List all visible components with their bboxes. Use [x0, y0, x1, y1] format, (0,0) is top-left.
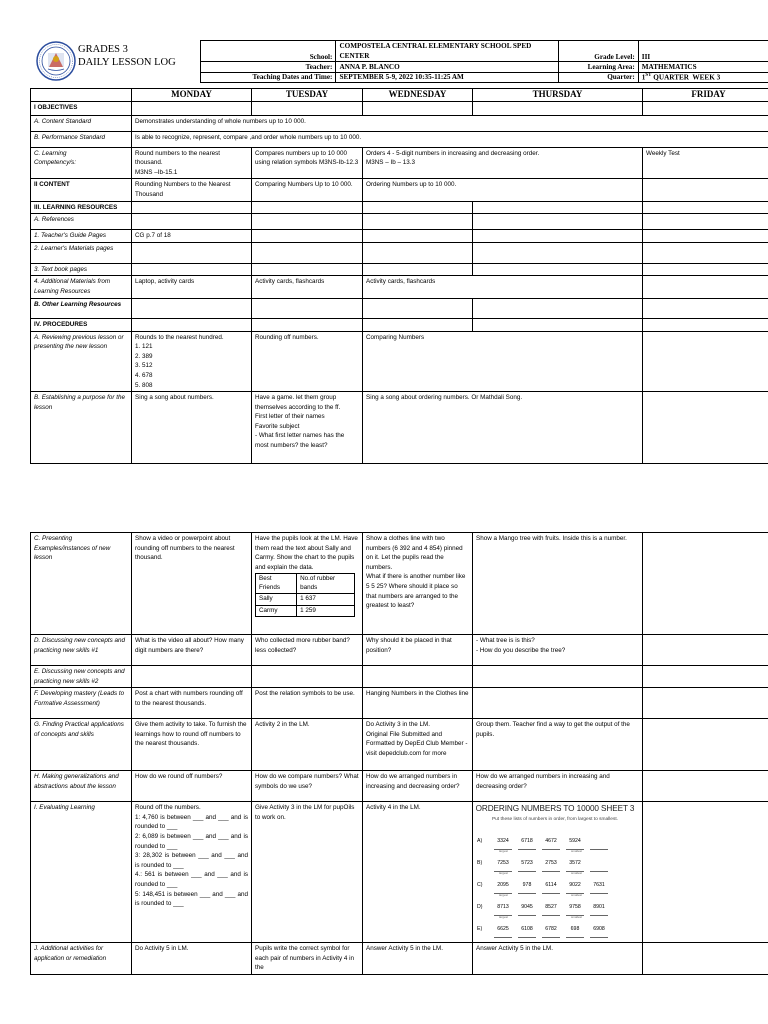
- references-label: A. References: [31, 214, 132, 230]
- worksheet-largest-tag: largest: [499, 871, 509, 876]
- proc-i-row: [31, 802, 768, 943]
- proc-a-monday: Rounds to the nearest hundred. 1. 121 2. 389 3. 512 4. 678 5. 808: [132, 331, 252, 392]
- proc-j-tuesday: Pupils write the correct symbol for each pair of numbers in Activity 4 in the: [252, 943, 363, 975]
- worksheet-largest-tag: largest: [499, 849, 509, 854]
- competency-wed-thu: Orders 4 - 5-digit numbers in increasing and decreasing order. M3NS – Ib – 13.3: [363, 147, 643, 179]
- worksheet-row-letter: C): [477, 881, 483, 888]
- textbook-pages-row: [31, 263, 768, 276]
- lesson-log-title: GRADES 3 DAILY LESSON LOG: [78, 44, 176, 68]
- rubber-band-name: Carmy: [256, 605, 297, 617]
- worksheet-number: 9758: [563, 903, 587, 913]
- lm-pages-row: [31, 242, 768, 263]
- worksheet-row: [475, 854, 635, 876]
- quarter-value: 1ST QUARTER WEEK 3: [638, 72, 768, 83]
- tg-pages-row: [31, 230, 768, 243]
- worksheet-row-letter: E): [477, 925, 483, 932]
- worksheet-row: [475, 876, 635, 898]
- proc-d-row: [31, 635, 768, 666]
- proc-c-wednesday: Show a clothes line with two numbers (6 392 and 4 854) pinned on it. Let the pupils read the numbers. What if there is another number like 5 5 25? Where should it place so that numbers are arranged to the greatest to least?: [363, 533, 473, 635]
- worksheet-number: 8901: [587, 903, 611, 913]
- proc-i-monday: Round off the numbers. 1: 4,760 is between ___ and ___ and is rounded to ___ 2: 6,089 is between ___ and ___ and is rounded to ___ 3: 28,302 is between ___ and ___ and is rounded to ___ 4.: 561 is between ___ and ___ and is rounded to ___ 5: 148,451 is between ___ and ___ and is rounded to ___: [132, 802, 252, 943]
- learning-area-label: Learning Area:: [558, 62, 638, 73]
- worksheet-number: 6625: [491, 925, 515, 935]
- header-info-table: [200, 40, 768, 83]
- proc-h-wednesday: How do we arranged numbers in increasing and decreasing order?: [363, 771, 473, 802]
- worksheet-number: 4672: [539, 837, 563, 847]
- proc-h-monday: How do we round off numbers?: [132, 771, 252, 802]
- dates-label: Teaching Dates and Time:: [201, 72, 336, 83]
- performance-standard-row: [31, 131, 768, 147]
- proc-b-row: [31, 392, 768, 464]
- worksheet-number: 978: [515, 881, 539, 891]
- day-tuesday: TUESDAY: [252, 89, 363, 102]
- school-value: COMPOSTELA CENTRAL ELEMENTARY SCHOOL SPED: [336, 41, 558, 52]
- worksheet-number: 2753: [539, 859, 563, 869]
- proc-f-monday: Post a chart with numbers rounding off to the nearest thousands.: [132, 688, 252, 719]
- proc-g-wednesday: Do Activity 3 in the LM. Original File Submitted and Formatted by DepEd Club Member - visit depedclub.com for more: [363, 719, 473, 771]
- proc-j-wednesday: Answer Activity 5 in the LM.: [363, 943, 473, 975]
- proc-i-thursday: [473, 802, 643, 943]
- proc-h-row: [31, 771, 768, 802]
- resources-heading: III. LEARNING RESOURCES: [31, 201, 132, 214]
- content-standard-label: A. Content Standard: [31, 115, 132, 131]
- proc-a-wed-thu: Comparing Numbers: [363, 331, 643, 392]
- worksheet-title: ORDERING NUMBERS TO 10000 SHEET 3: [475, 804, 635, 814]
- worksheet-number: 2095: [491, 881, 515, 891]
- additional-materials-row: [31, 276, 768, 298]
- proc-c-monday: Show a video or powerpoint about rounding off numbers to the nearest thousand.: [132, 533, 252, 635]
- worksheet-number: 7253: [491, 859, 515, 869]
- lesson-table-part-2: [30, 532, 768, 975]
- lesson-table-part-1: [30, 88, 768, 464]
- school-value-cont: CENTER: [336, 51, 558, 62]
- competency-tuesday: Compares numbers up to 10 000 using relation symbols M3NS-Ib-12.3: [252, 147, 363, 179]
- proc-d-tuesday: Who collected more rubber band? less collected?: [252, 635, 363, 666]
- competency-friday: Weekly Test: [643, 147, 768, 179]
- proc-i-label: I. Evaluating Learning: [31, 802, 132, 943]
- worksheet-number: 3324: [491, 837, 515, 847]
- proc-j-label: J. Additional activities for application or remediation: [31, 943, 132, 975]
- proc-c-row: [31, 533, 768, 635]
- teacher-label: Teacher:: [201, 62, 336, 73]
- school-label: School:: [201, 41, 336, 62]
- proc-a-label: A. Reviewing previous lesson or presenting the new lesson: [31, 331, 132, 392]
- objectives-row: [31, 101, 768, 115]
- worksheet-number: 5924: [563, 837, 587, 847]
- worksheet-subtitle: Put these lists of numbers in order, from largest to smallest.: [491, 816, 619, 822]
- rubber-band-header-name: Best Friends: [256, 574, 297, 594]
- worksheet-row-letter: D): [477, 903, 483, 910]
- worksheet-smallest-tag: smallest: [571, 849, 583, 854]
- content-tuesday: Comparing Numbers Up to 10 000.: [252, 179, 363, 201]
- worksheet-number: 6782: [539, 925, 563, 935]
- worksheet-number: 6718: [515, 837, 539, 847]
- additional-materials-label: 4. Additional Materials from Learning Resources: [31, 276, 132, 298]
- worksheet-smallest-tag: smallest: [571, 893, 583, 898]
- additional-materials-monday: Laptop, activity cards: [132, 276, 252, 298]
- proc-h-tuesday: How do we compare numbers? What symbols do we use?: [252, 771, 363, 802]
- proc-e-row: [31, 666, 768, 688]
- content-wed-thu: Ordering Numbers up to 10 000.: [363, 179, 643, 201]
- rubber-band-count: 1 637: [297, 594, 355, 606]
- competency-row: [31, 147, 768, 179]
- performance-standard-label: B. Performance Standard: [31, 131, 132, 147]
- proc-f-row: [31, 688, 768, 719]
- proc-j-thursday: Answer Activity 5 in the LM.: [473, 943, 643, 975]
- additional-materials-tuesday: Activity cards, flashcards: [252, 276, 363, 298]
- content-standard-row: [31, 115, 768, 131]
- worksheet-number: 8713: [491, 903, 515, 913]
- worksheet-row-letter: A): [477, 837, 483, 844]
- other-resources-row: [31, 298, 768, 318]
- worksheet-number: 6908: [587, 925, 611, 935]
- day-header-row: [31, 89, 768, 102]
- content-monday: Rounding Numbers to the Nearest Thousand: [132, 179, 252, 201]
- content-row: [31, 179, 768, 201]
- worksheet-number: 9045: [515, 903, 539, 913]
- worksheet-image: [475, 804, 635, 942]
- dll-header: [30, 40, 768, 82]
- resources-row: [31, 201, 768, 214]
- proc-h-label: H. Making generalizations and abstractions about the lesson: [31, 771, 132, 802]
- objectives-heading: I OBJECTIVES: [31, 101, 132, 115]
- proc-b-wed-thu: Sing a song about ordering numbers. Or Mathdali Song.: [363, 392, 643, 464]
- day-friday: FRIDAY: [643, 89, 768, 102]
- worksheet-number: 5723: [515, 859, 539, 869]
- rubber-band-name: Sally: [256, 594, 297, 606]
- worksheet-row: [475, 920, 635, 934]
- proc-e-label: E. Discussing new concepts and practicing new skills #2: [31, 666, 132, 688]
- worksheet-largest-tag: largest: [499, 893, 509, 898]
- proc-a-row: [31, 331, 768, 392]
- content-standard-text: Demonstrates understanding of whole numbers up to 10 000.: [132, 115, 768, 131]
- worksheet-row: [475, 898, 635, 920]
- proc-d-wednesday: Why should it be placed in that position?: [363, 635, 473, 666]
- content-heading: II CONTENT: [31, 179, 132, 201]
- day-thursday: THURSDAY: [473, 89, 643, 102]
- teacher-value: ANNA P. BLANCO: [336, 62, 558, 73]
- additional-materials-wed-thu: Activity cards, flashcards: [363, 276, 643, 298]
- worksheet-number: 7631: [587, 881, 611, 891]
- proc-a-tuesday: Rounding off numbers.: [252, 331, 363, 392]
- proc-g-tuesday: Activity 2 in the LM.: [252, 719, 363, 771]
- other-resources-label: B. Other Learning Resources: [31, 298, 132, 318]
- proc-d-thursday: - What tree is is this? - How do you describe the tree?: [473, 635, 643, 666]
- worksheet-number: 6108: [515, 925, 539, 935]
- lm-pages-label: 2. Learner's Materials pages: [31, 242, 132, 263]
- proc-f-label: F. Developing mastery (Leads to Formative Assessment): [31, 688, 132, 719]
- worksheet-number: 8527: [539, 903, 563, 913]
- proc-g-label: G. Finding Practical applications of concepts and skills: [31, 719, 132, 771]
- performance-standard-text: Is able to recognize, represent, compare ,and order whole numbers up to 10 000.: [132, 131, 768, 147]
- rubber-band-count: 1 259: [297, 605, 355, 617]
- worksheet-row-letter: B): [477, 859, 483, 866]
- proc-i-tuesday: Give Activity 3 in the LM for pupOils to work on.: [252, 802, 363, 943]
- proc-j-row: [31, 943, 768, 975]
- worksheet-largest-tag: largest: [499, 915, 509, 920]
- learning-area-value: MATHEMATICS: [638, 62, 768, 73]
- rubber-band-table: [255, 573, 355, 617]
- references-row: [31, 214, 768, 230]
- worksheet-smallest-tag: smallest: [571, 871, 583, 876]
- deped-seal-icon: [36, 41, 76, 81]
- proc-g-row: [31, 719, 768, 771]
- worksheet-rows: [475, 832, 635, 934]
- proc-f-wednesday: Hanging Numbers in the Clothes line: [363, 688, 473, 719]
- grade-label: Grade Level:: [558, 41, 638, 62]
- competency-monday: Round numbers to the nearest thousand. M3NS –Ib-15.1: [132, 147, 252, 179]
- proc-i-wednesday: Activity 4 in the LM.: [363, 802, 473, 943]
- worksheet-number: 6114: [539, 881, 563, 891]
- tg-pages-monday: CG p.7 of 18: [132, 230, 252, 243]
- proc-b-tuesday: Have a game. let them group themselves according to the ff. First letter of their names Favorite subject - What first letter names has the most numbers? the least?: [252, 392, 363, 464]
- textbook-pages-label: 3. Text book pages: [31, 263, 132, 276]
- rubber-band-header-count: No.of rubber bands: [297, 574, 355, 594]
- worksheet-number: 698: [563, 925, 587, 935]
- proc-c-tuesday: [252, 533, 363, 635]
- tg-pages-label: 1. Teacher's Guide Pages: [31, 230, 132, 243]
- day-monday: MONDAY: [132, 89, 252, 102]
- proc-g-monday: Give them activity to take. To furnish the learnings how to round off numbers to the nearest thousands.: [132, 719, 252, 771]
- proc-h-thursday: How do we arranged numbers in increasing and decreasing order?: [473, 771, 643, 802]
- proc-g-thursday: Group them. Teacher find a way to get the output of the pupils.: [473, 719, 643, 771]
- proc-c-tuesday-text: Have the pupils look at the LM. Have them read the text about Sally and Carmy. Show the chart to the pupils and explain the data.: [255, 535, 358, 571]
- proc-d-label: D. Discussing new concepts and practicing new skills #1: [31, 635, 132, 666]
- competency-label: C. Learning Competency/s:: [31, 147, 132, 179]
- proc-c-thursday: Show a Mango tree with fruits. Inside this is a number.: [473, 533, 643, 635]
- proc-b-label: B. Establishing a purpose for the lesson: [31, 392, 132, 464]
- grade-value: III: [638, 41, 768, 62]
- proc-f-tuesday: Post the relation symbols to be use.: [252, 688, 363, 719]
- procedures-row: [31, 318, 768, 331]
- worksheet-row: [475, 832, 635, 854]
- corner-cell: [31, 89, 132, 102]
- day-wednesday: WEDNESDAY: [363, 89, 473, 102]
- proc-j-monday: Do Activity 5 in LM.: [132, 943, 252, 975]
- proc-c-label: C. Presenting Examples/instances of new lesson: [31, 533, 132, 635]
- proc-b-monday: Sing a song about numbers.: [132, 392, 252, 464]
- worksheet-number: 3572: [563, 859, 587, 869]
- procedures-heading: IV. PROCEDURES: [31, 318, 132, 331]
- worksheet-smallest-tag: smallest: [571, 915, 583, 920]
- dates-value: SEPTEMBER 5-9, 2022 10:35-11:25 AM: [336, 72, 558, 83]
- proc-d-monday: What is the video all about? How many digit numbers are there?: [132, 635, 252, 666]
- quarter-label: Quarter:: [558, 72, 638, 83]
- worksheet-number: 9022: [563, 881, 587, 891]
